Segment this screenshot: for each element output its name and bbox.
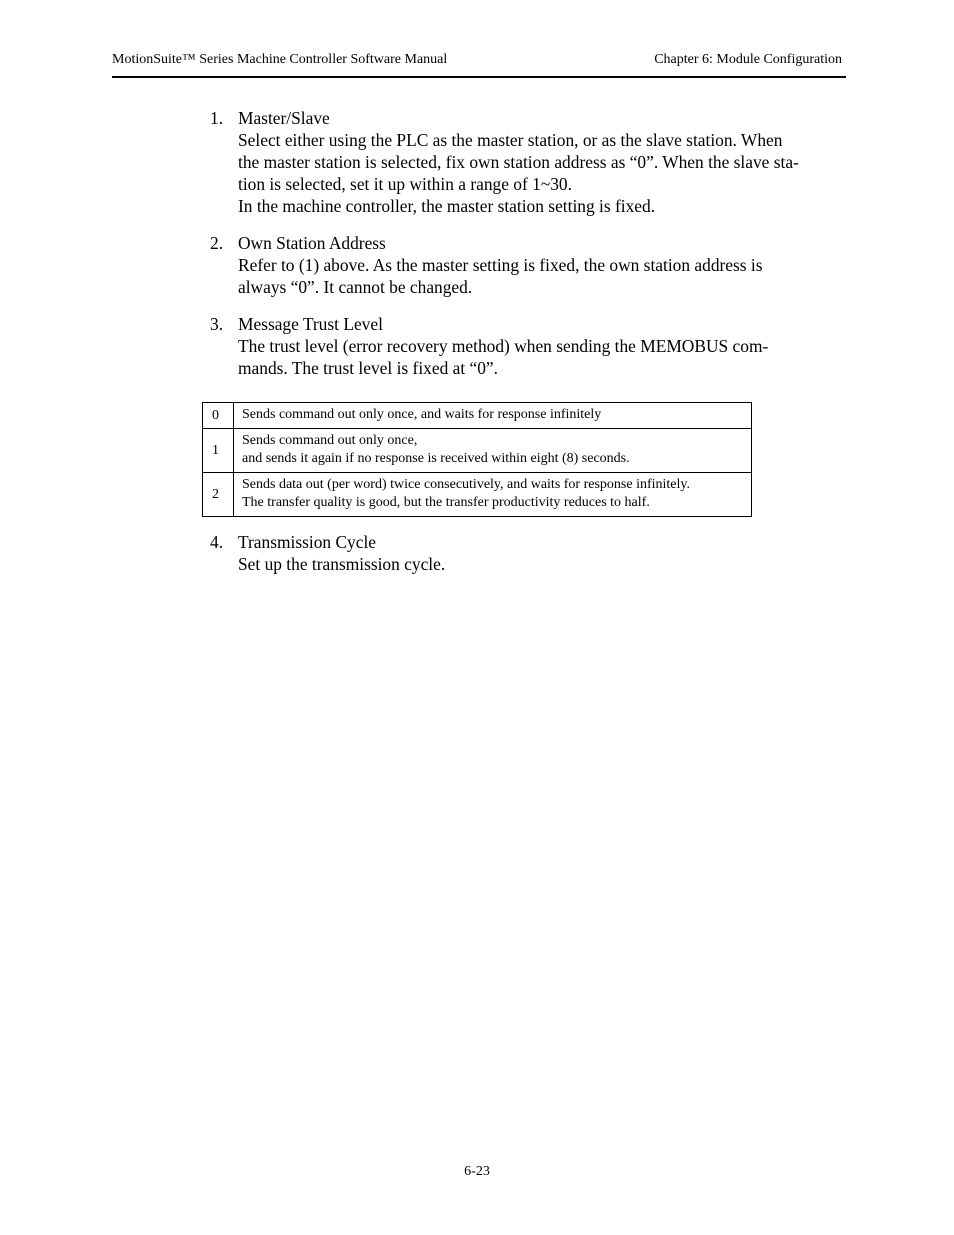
trust-level-table [202, 402, 752, 517]
list-item-master-slave [210, 107, 850, 217]
description-line: The transfer quality is good, but the transfer productivity reduces to half. [242, 495, 650, 510]
item-text-line: tion is selected, set it up within a range of 1~30. [238, 174, 572, 194]
item-text-line: the master station is selected, fix own station address as “0”. When the slave sta- [238, 152, 799, 172]
list-item-transmission-cycle [210, 531, 850, 575]
chapter-title: Chapter 6: Module Configuration [654, 52, 842, 67]
list-item-own-station-address [210, 232, 850, 298]
table-row [203, 403, 752, 429]
description-line: Sends command out only once, [242, 433, 418, 448]
trust-level-cell: 1 [203, 429, 234, 473]
item-number: 2. [210, 233, 224, 253]
item-title: Master/Slave [238, 108, 330, 128]
item-text-line: Select either using the PLC as the master station, or as the slave station. When [238, 130, 783, 150]
item-title: Own Station Address [238, 233, 386, 253]
trust-description-cell [234, 403, 752, 429]
item-number: 4. [210, 532, 224, 552]
trust-level-cell: 0 [203, 403, 234, 429]
item-text-line: The trust level (error recovery method) when sending the MEMOBUS com- [238, 336, 769, 356]
page-footer [0, 1164, 954, 1180]
page-header [112, 52, 846, 78]
item-text-line: In the machine controller, the master station setting is fixed. [238, 196, 656, 216]
table-row [203, 429, 752, 473]
item-text-line: Refer to (1) above. As the master setting is fixed, the own station address is [238, 255, 763, 275]
description-line: Sends data out (per word) twice consecutively, and waits for response infinitely. [242, 477, 690, 492]
item-text-line: Set up the transmission cycle. [238, 554, 446, 574]
trust-description-cell [234, 429, 752, 473]
item-title: Transmission Cycle [238, 532, 377, 552]
description-line: Sends command out only once, and waits for response infinitely [242, 407, 602, 422]
list-item-message-trust-level [210, 313, 850, 379]
trust-level-cell: 2 [203, 473, 234, 517]
item-text-line: mands. The trust level is fixed at “0”. [238, 358, 498, 378]
item-number: 3. [210, 314, 224, 334]
table-row [203, 473, 752, 517]
item-text-line: always “0”. It cannot be changed. [238, 277, 473, 297]
page-number: 6-23 [464, 1164, 490, 1179]
item-number: 1. [210, 108, 224, 128]
item-title: Message Trust Level [238, 314, 383, 334]
trust-description-cell [234, 473, 752, 517]
description-line: and sends it again if no response is received within eight (8) seconds. [242, 451, 630, 466]
manual-title: MotionSuite™ Series Machine Controller Software Manual [112, 52, 448, 67]
